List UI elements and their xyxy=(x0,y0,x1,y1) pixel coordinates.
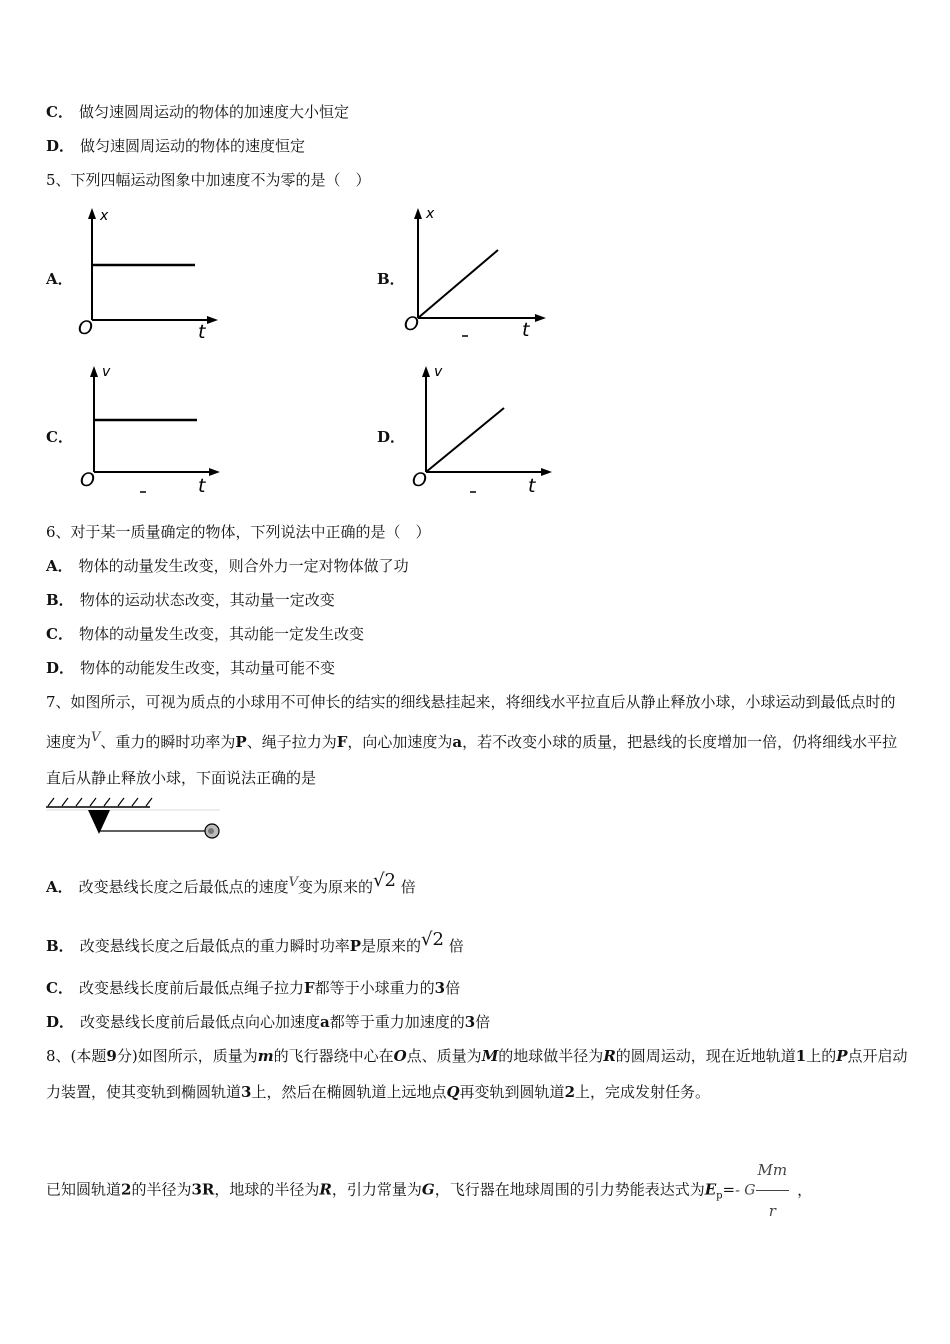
origin-label: O xyxy=(412,469,427,491)
q7-stem xyxy=(46,684,906,796)
option-text: 改变悬线长度前后最低点绳子拉力 xyxy=(78,979,304,997)
symbol-p: P xyxy=(836,1047,848,1065)
option-text: 做匀速圆周运动的物体的速度恒定 xyxy=(80,137,306,155)
option-text: 都等于小球重力的 xyxy=(314,979,435,997)
option-text: 物体的动量发生改变，其动能一定发生改变 xyxy=(78,625,364,643)
q8-text: ，引力常量为 xyxy=(331,1180,422,1199)
force-symbol: F xyxy=(303,979,315,997)
option-label: B． xyxy=(46,937,74,955)
velocity-symbol: V xyxy=(91,730,101,745)
option-text: 倍 xyxy=(475,1013,491,1031)
q6-option-a xyxy=(46,556,409,576)
option-text: 都等于重力加速度的 xyxy=(329,1013,465,1031)
option-text: 改变悬线长度前后最低点向心加速度 xyxy=(80,1013,321,1031)
x-axis-label: t xyxy=(198,475,206,497)
q7-stem-part: ，向心加速度为 xyxy=(347,733,453,751)
multiple-number: 3 xyxy=(464,1013,476,1031)
option-text: 倍 xyxy=(448,937,464,955)
q8-text: 的半径为 xyxy=(131,1180,192,1199)
q6-stem: 6、对于某一质量确定的物体，下列说法中正确的是（ ） xyxy=(46,523,431,541)
y-axis-label: v xyxy=(434,364,443,380)
q8-stem xyxy=(46,1038,916,1110)
force-symbol: F xyxy=(336,733,348,751)
option-text: 改变悬线长度之后最低点的重力瞬时功率 xyxy=(79,937,350,955)
option-label: C． xyxy=(46,625,73,643)
orbit-number: 2 xyxy=(121,1180,132,1199)
q8-text: 上的 xyxy=(806,1047,837,1065)
graph-a-label: A． xyxy=(46,270,73,288)
q8-text: ，飞行器在地球周围的引力势能表达式为 xyxy=(434,1180,705,1199)
symbol-big-m: M xyxy=(481,1047,499,1065)
fraction-numerator: Mm xyxy=(756,1150,790,1191)
q8-text: ， xyxy=(797,1180,813,1199)
symbol-q: Q xyxy=(446,1083,460,1101)
q7-stem-part: 、绳子拉力为 xyxy=(246,733,337,751)
q6-option-d xyxy=(46,658,335,678)
symbol-r: R xyxy=(603,1047,616,1065)
y-axis-label: x xyxy=(426,206,435,222)
orbit-number: 2 xyxy=(564,1083,575,1101)
option-text: 倍 xyxy=(400,878,416,896)
minus-g: - G xyxy=(735,1182,756,1199)
q7-stem-part: 7、如图所示，可视为质点的小球用不可伸长的结实的细线悬挂起来，将细线水平拉直后从静止释放小球，小球运动到最低点时的速度为 xyxy=(46,693,896,751)
q4-option-c xyxy=(46,102,349,122)
symbol-g: G xyxy=(421,1180,435,1199)
q8-paragraph-2 xyxy=(46,1150,812,1231)
acceleration-symbol: a xyxy=(452,733,463,751)
equals-sign: = xyxy=(722,1180,736,1199)
fraction-denominator: r xyxy=(768,1202,776,1220)
q6-option-b xyxy=(46,590,335,610)
sqrt-two: √2 xyxy=(373,870,396,891)
q7-stem-part: 、重力的瞬时功率为 xyxy=(100,733,236,751)
q8-text: 上，完成发射任务。 xyxy=(575,1083,711,1101)
q4-option-d xyxy=(46,136,305,156)
origin-label: O xyxy=(80,469,95,491)
option-label: D． xyxy=(46,1013,75,1031)
q8-text: ，地球的半径为 xyxy=(214,1180,320,1199)
power-symbol: P xyxy=(349,937,361,955)
graph-c xyxy=(72,360,232,500)
q8-text: 已知圆轨道 xyxy=(46,1180,122,1199)
q8-score: 9 xyxy=(106,1047,117,1065)
q8-text: 上，然后在椭圆轨道上远地点 xyxy=(251,1083,447,1101)
option-text: 物体的动能发生改变，其动量可能不变 xyxy=(80,659,336,677)
q8-text: 8、(本题 xyxy=(46,1047,107,1065)
q8-text: 再变轨到圆轨道 xyxy=(459,1083,565,1101)
pendulum-figure xyxy=(44,796,234,846)
option-label: A． xyxy=(46,878,73,896)
option-text: 物体的动量发生改变，则合外力一定对物体做了功 xyxy=(78,557,409,575)
velocity-symbol: V xyxy=(288,875,299,890)
q8-text: 分)如图所示，质量为 xyxy=(116,1047,258,1065)
orbit-number: 3 xyxy=(241,1083,252,1101)
option-label: A． xyxy=(46,557,73,575)
graph-d-label: D． xyxy=(377,428,406,446)
option-text: 倍 xyxy=(445,979,461,997)
symbol-ep: E xyxy=(704,1180,717,1199)
x-axis-label: t xyxy=(522,319,530,341)
symbol-m: m xyxy=(257,1047,274,1065)
option-text: 是原来的 xyxy=(360,937,421,955)
q8-text: 的地球做半径为 xyxy=(498,1047,604,1065)
graph-d xyxy=(404,360,564,500)
origin-label: O xyxy=(404,313,419,335)
orbit-number: 1 xyxy=(795,1047,807,1065)
q7-option-a xyxy=(46,866,416,902)
option-label: B． xyxy=(46,591,74,609)
q7-option-b xyxy=(46,925,464,961)
option-label: C． xyxy=(46,979,73,997)
symbol-ep-sub: p xyxy=(716,1190,723,1202)
option-label: C． xyxy=(46,103,73,121)
q7-option-d xyxy=(46,1012,490,1032)
graph-b xyxy=(398,202,558,342)
q8-text: 点开启动力装置，使其变轨到椭圆轨道 xyxy=(46,1047,908,1101)
q6-option-c xyxy=(46,624,364,644)
graph-a xyxy=(70,202,230,342)
q8-text: 的圆周运动，现在近地轨道 xyxy=(615,1047,796,1065)
q7-option-c xyxy=(46,978,460,998)
graph-b-label: B． xyxy=(377,270,405,288)
option-text: 变为原来的 xyxy=(298,878,374,896)
option-label: D． xyxy=(46,137,75,155)
q7-stem-part: ，若不改变小球的质量，把悬线的长度增加一倍，仍将细线水平拉直后从静止释放小球，下面说法正确的是 xyxy=(46,733,898,787)
origin-label: O xyxy=(78,317,93,339)
symbol-r: R xyxy=(319,1180,332,1199)
option-text: 物体的运动状态改变，其动量一定改变 xyxy=(79,591,335,609)
mm-over-r-fraction xyxy=(756,1150,790,1231)
symbol-o: O xyxy=(393,1047,407,1065)
option-text: 做匀速圆周运动的物体的加速度大小恒定 xyxy=(78,103,349,121)
radius-3r: 3R xyxy=(191,1180,215,1199)
q8-text: 点、质量为 xyxy=(406,1047,482,1065)
option-text: 改变悬线长度之后最低点的速度 xyxy=(78,878,289,896)
multiple-number: 3 xyxy=(434,979,446,997)
sqrt-two: √2 xyxy=(421,929,444,950)
q5-stem: 5、下列四幅运动图象中加速度不为零的是（ ） xyxy=(46,171,371,189)
x-axis-label: t xyxy=(528,475,536,497)
y-axis-label: v xyxy=(102,364,111,380)
x-axis-label: t xyxy=(198,321,206,342)
power-symbol: P xyxy=(235,733,247,751)
option-label: D． xyxy=(46,659,75,677)
y-axis-label: x xyxy=(100,208,109,224)
graph-c-label: C． xyxy=(46,428,73,446)
acceleration-symbol: a xyxy=(320,1013,330,1031)
q8-text: 的飞行器绕中心在 xyxy=(273,1047,394,1065)
